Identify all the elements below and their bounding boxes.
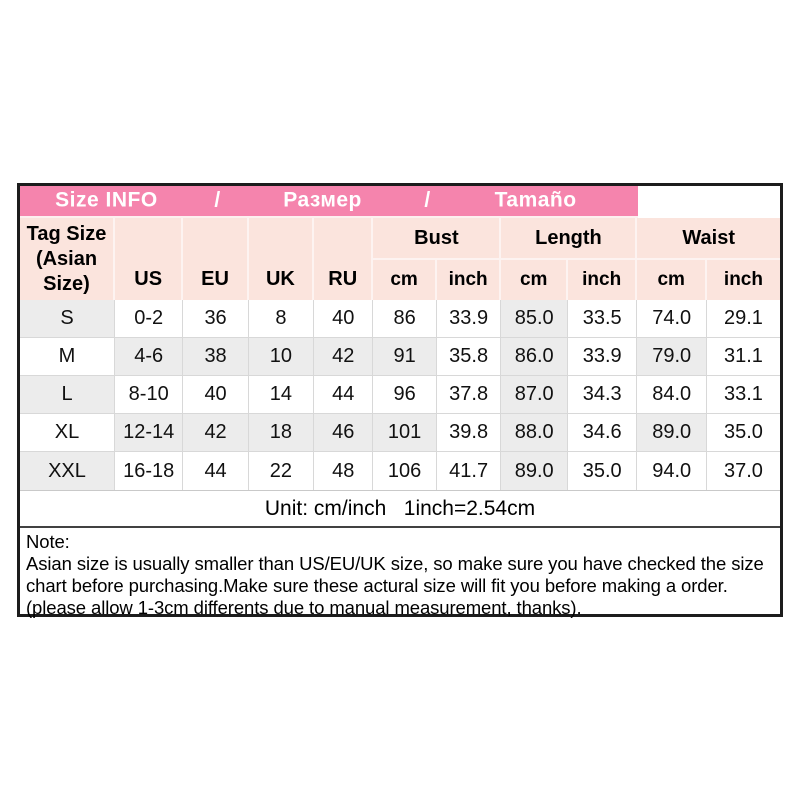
banner-title-en: Size INFO (55, 188, 158, 212)
value-cell: 88.0 (501, 414, 568, 452)
value-cell: 29.1 (707, 300, 780, 338)
value-cell: 36 (183, 300, 248, 338)
banner-title-ru: Размер (283, 188, 362, 212)
value-cell: 37.8 (437, 376, 502, 414)
value-cell: 8-10 (115, 376, 183, 414)
value-cell: 85.0 (501, 300, 568, 338)
value-cell: 42 (314, 338, 373, 376)
value-cell: 44 (314, 376, 373, 414)
col-header-ru: RU (314, 218, 373, 300)
value-cell: 37.0 (707, 452, 780, 490)
value-cell: 40 (183, 376, 248, 414)
sub-header-bust-inch: inch (437, 260, 502, 300)
table-header (20, 218, 780, 300)
value-cell: 46 (314, 414, 373, 452)
value-cell: 35.8 (437, 338, 502, 376)
value-cell: 101 (373, 414, 436, 452)
value-cell: 96 (373, 376, 436, 414)
value-cell: 91 (373, 338, 436, 376)
tag-size-cell: M (20, 338, 115, 376)
sub-header-length-cm: cm (501, 260, 568, 300)
banner-title-es: Tamaño (494, 188, 577, 212)
value-cell: 4-6 (115, 338, 183, 376)
value-cell: 40 (314, 300, 373, 338)
col-header-eu: EU (183, 218, 248, 300)
value-cell: 18 (249, 414, 314, 452)
note-box (20, 526, 780, 619)
banner-separator-2: / (424, 188, 431, 212)
group-header-length: Length (501, 218, 637, 260)
banner-separator-1: / (214, 188, 221, 212)
tag-size-cell: L (20, 376, 115, 414)
value-cell: 38 (183, 338, 248, 376)
tag-size-line-1: Tag Size (26, 222, 107, 245)
value-cell: 12-14 (115, 414, 183, 452)
value-cell: 33.9 (437, 300, 502, 338)
title-banner (20, 186, 638, 218)
value-cell: 106 (373, 452, 436, 490)
value-cell: 0-2 (115, 300, 183, 338)
sub-header-length-inch: inch (568, 260, 638, 300)
value-cell: 10 (249, 338, 314, 376)
value-cell: 44 (183, 452, 248, 490)
tag-size-line-2: (Asian (35, 247, 98, 270)
value-cell: 42 (183, 414, 248, 452)
tag-size-cell: XXL (20, 452, 115, 490)
value-cell: 33.1 (707, 376, 780, 414)
col-header-us: US (115, 218, 183, 300)
sub-header-waist-cm: cm (637, 260, 707, 300)
value-cell: 8 (249, 300, 314, 338)
unit-row: Unit: cm/inch 1inch=2.54cm (20, 490, 780, 526)
value-cell: 22 (249, 452, 314, 490)
size-chart-table (17, 183, 783, 617)
group-header-waist: Waist (637, 218, 779, 260)
value-cell: 94.0 (637, 452, 707, 490)
value-cell: 14 (249, 376, 314, 414)
value-cell: 79.0 (637, 338, 707, 376)
note-label: Note: (26, 531, 70, 552)
value-cell: 34.6 (568, 414, 638, 452)
banner-blank-area (638, 186, 781, 218)
value-cell: 74.0 (637, 300, 707, 338)
value-cell: 31.1 (707, 338, 780, 376)
value-cell: 39.8 (437, 414, 502, 452)
value-cell: 35.0 (707, 414, 780, 452)
value-cell: 89.0 (637, 414, 707, 452)
tag-size-header (20, 218, 115, 300)
value-cell: 33.9 (568, 338, 638, 376)
value-cell: 35.0 (568, 452, 638, 490)
value-cell: 33.5 (568, 300, 638, 338)
sub-header-bust-cm: cm (373, 260, 436, 300)
tag-size-cell: S (20, 300, 115, 338)
value-cell: 89.0 (501, 452, 568, 490)
value-cell: 16-18 (115, 452, 183, 490)
value-cell: 48 (314, 452, 373, 490)
value-cell: 84.0 (637, 376, 707, 414)
col-header-uk: UK (249, 218, 314, 300)
value-cell: 41.7 (437, 452, 502, 490)
tag-size-line-3: Size) (43, 272, 90, 295)
value-cell: 86 (373, 300, 436, 338)
size-table-body (20, 300, 780, 490)
value-cell: 34.3 (568, 376, 638, 414)
group-header-bust: Bust (373, 218, 501, 260)
sub-header-waist-inch: inch (723, 269, 763, 290)
tag-size-cell: XL (20, 414, 115, 452)
value-cell: 87.0 (501, 376, 568, 414)
note-body: Asian size is usually smaller than US/EU/UK size, so make sure you have checked the size chart before purchasing.Make sure these actural size will fit you before making a order.(please allow 1-3cm differents due to manual measurement, thanks). (26, 553, 764, 618)
value-cell: 86.0 (501, 338, 568, 376)
title-banner-row (20, 186, 780, 218)
